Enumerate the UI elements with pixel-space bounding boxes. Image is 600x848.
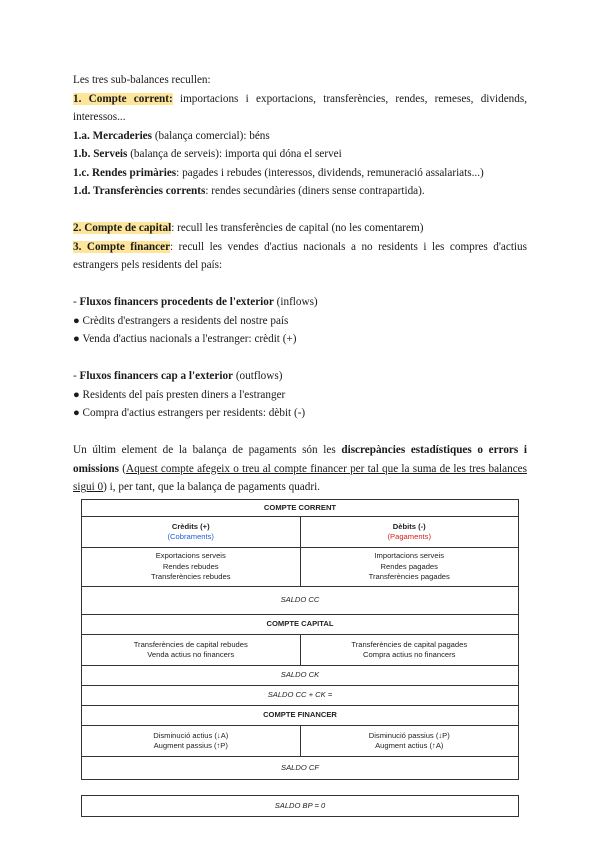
subsection-1a: [73, 127, 527, 146]
cf-left-cell: [82, 726, 301, 757]
inflows-heading: [73, 293, 527, 312]
balance-table: [81, 499, 519, 780]
cc-credit-item: Transferències rebudes: [151, 572, 231, 582]
credits-header: [82, 517, 301, 548]
final-pre: Un últim element de la balança de pagaments són les: [73, 444, 342, 456]
outflows-note: (outflows): [233, 370, 283, 382]
section-capital-account: [73, 219, 527, 238]
cf-left-item: Disminució actius (↓A): [153, 730, 229, 740]
inflows-title: Fluxos financers procedents de l'exterior: [79, 296, 274, 308]
section-current-account: [73, 90, 527, 127]
cc-debit-item: Transferències pagades: [368, 572, 450, 582]
outflows-item: ● Residents del país presten diners a l'estranger: [73, 388, 286, 401]
ck-credit-item: Venda actius no financers: [147, 650, 235, 659]
ck-credits-cell: [82, 635, 301, 666]
outflows-title: Fluxos financers cap a l'exterior: [79, 370, 234, 382]
cf-right-item: Augment actius (↑A): [375, 741, 444, 750]
section-financial-account: [73, 238, 527, 275]
cc-credit-item: Exportacions serveis: [155, 551, 226, 561]
subsection-1c: [73, 164, 527, 183]
section-1-title: 1. Compte corrent:: [73, 92, 173, 105]
financial-account-header: COMPTE FINANCER: [82, 706, 519, 726]
cf-right-item: Disminució passius (↓P): [368, 730, 450, 740]
cc-credit-item: Rendes rebudes: [162, 561, 219, 571]
outflows-dash: -: [73, 370, 80, 382]
subsection-1c-text: : pagades i rebudes (interessos, dividends, remuneració assalariats...): [176, 166, 484, 179]
section-3-title: 3. Compte financer: [73, 240, 171, 253]
intro-line: Les tres sub-balances recullen:: [73, 74, 211, 86]
body-text: [73, 71, 527, 497]
saldo-cc: SALDO CC: [82, 587, 519, 615]
outflows-heading: [73, 367, 527, 386]
subsection-1a-text: (balança comercial): béns: [152, 129, 270, 142]
credits-label: Crèdits (+): [171, 521, 210, 531]
current-account-header: COMPTE CORRENT: [82, 500, 519, 517]
subsection-1a-title: 1.a. Mercaderies: [73, 129, 153, 142]
saldo-cf: SALDO CF: [82, 757, 519, 780]
inflows-dash: -: [73, 296, 80, 308]
subsection-1d-text: : rendes secundàries (diners sense contrapartida).: [205, 185, 425, 197]
cc-credits-cell: [82, 548, 301, 587]
debits-sub: (Pagaments): [387, 532, 431, 541]
cc-debits-cell: [300, 548, 519, 587]
inflows-item: ● Venda d'actius nacionals a l'estranger: crèdit (+): [73, 333, 297, 345]
final-paren: (: [119, 462, 126, 475]
debits-header: [300, 517, 519, 548]
cc-debit-item: Importacions serveis: [374, 551, 445, 561]
subsection-1b: [73, 145, 527, 164]
section-1-text: importacions i exportacions, transferències, rendes, remeses, dividends, interessos...: [73, 92, 527, 123]
section-2-title: 2. Compte de capital: [73, 222, 172, 234]
subsection-1b-title: 1.b. Serveis: [73, 148, 128, 160]
credits-sub: (Cobraments): [167, 532, 214, 541]
bp-table: [81, 795, 519, 817]
subsection-1b-text: (balança de serveis): importa qui dóna el servei: [127, 148, 342, 160]
final-paragraph: [73, 441, 527, 497]
section-3-text: : recull les vendes d'actius nacionals a no residents i les compres d'actius estrangers pels residents del país:: [73, 240, 527, 271]
cc-debit-item: Rendes pagades: [380, 561, 438, 571]
saldo-bp: SALDO BP = 0: [82, 796, 519, 817]
subsection-1d-title: 1.d. Transferències corrents: [73, 185, 206, 197]
subsection-1c-title: 1.c. Rendes primàries: [73, 166, 177, 179]
cf-right-cell: [300, 726, 519, 757]
ck-credit-item: Transferències de capital rebudes: [133, 639, 248, 649]
ck-debit-item: Transferències de capital pagades: [351, 639, 468, 649]
inflows-note: (inflows): [273, 296, 318, 308]
capital-account-header: COMPTE CAPITAL: [82, 615, 519, 635]
saldo-ck: SALDO CK: [82, 666, 519, 686]
saldo-cc-ck: SALDO CC + CK =: [82, 686, 519, 706]
outflows-item: ● Compra d'actius estrangers per residents: dèbit (-): [73, 407, 306, 419]
final-underlined: Aquest compte afegeix o treu al compte financer per tal que la suma de les tres balances sigui 0: [73, 462, 527, 493]
cf-left-item: Augment passius (↑P): [153, 741, 228, 750]
section-2-text: : recull les transferències de capital (no les comentarem): [171, 222, 424, 234]
debits-label: Dèbits (-): [392, 521, 426, 531]
final-bold: discrepàncies estadístiques o errors i omissions: [73, 444, 527, 475]
ck-debits-cell: [300, 635, 519, 666]
inflows-item: ● Crèdits d'estrangers a residents del nostre país: [73, 314, 289, 327]
ck-debit-item: Compra actius no financers: [363, 650, 456, 659]
final-post: ) i, per tant, que la balança de pagaments quadri.: [103, 481, 320, 493]
subsection-1d: [73, 182, 527, 201]
